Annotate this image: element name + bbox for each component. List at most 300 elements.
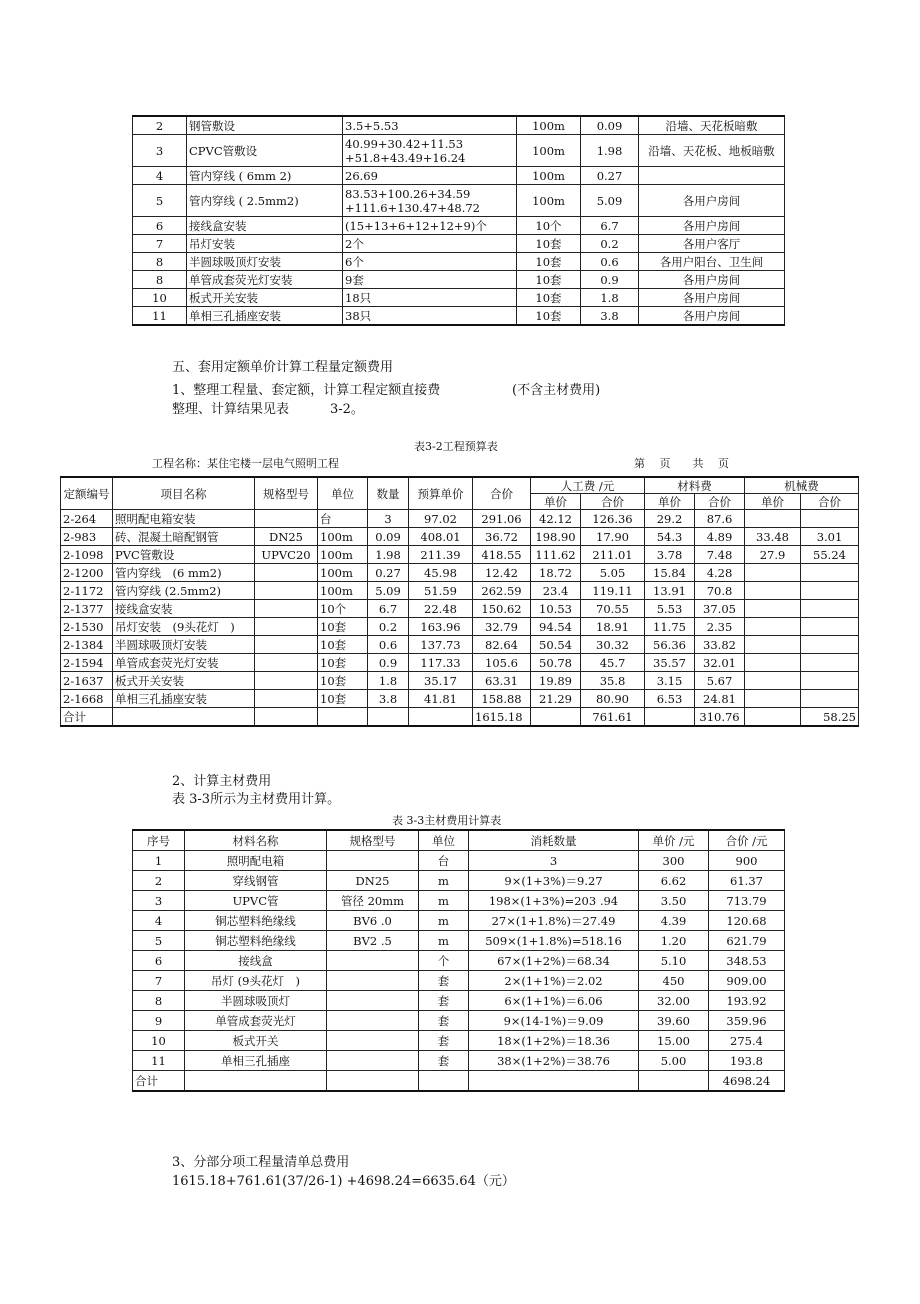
item1-note: (不含主材费用) <box>512 383 601 398</box>
unit: 100m <box>318 582 368 600</box>
quantity-formula: 38只 <box>343 307 517 326</box>
quota-code: 2-983 <box>61 528 113 546</box>
location-note: 沿墙、天花板、地板暗敷 <box>639 135 785 167</box>
material-cost-table <box>132 829 785 1092</box>
total-price: 193.92 <box>709 991 785 1011</box>
unit-price: 6.62 <box>639 871 709 891</box>
total-price: 61.37 <box>709 871 785 891</box>
total-price: 120.68 <box>709 911 785 931</box>
unit-price: 22.48 <box>409 600 473 618</box>
quantity: 1.8 <box>368 672 409 690</box>
material-total: 2.35 <box>695 618 745 636</box>
total-price: 32.79 <box>473 618 531 636</box>
total-label: 合计 <box>61 708 113 727</box>
material-total: 7.48 <box>695 546 745 564</box>
unit-price: 41.81 <box>409 690 473 708</box>
labor-price: 19.89 <box>531 672 581 690</box>
spec <box>327 1051 419 1071</box>
consumption: 6×(1+1%)＝6.06 <box>469 991 639 1011</box>
unit-price: 15.00 <box>639 1031 709 1051</box>
material-price: 6.53 <box>645 690 695 708</box>
machine-total <box>801 618 859 636</box>
machine-total <box>801 672 859 690</box>
page-label: 第 页 共 页 <box>634 457 729 470</box>
row-number: 8 <box>133 253 187 271</box>
row-number: 1 <box>133 851 185 871</box>
material-name: UPVC管 <box>185 891 327 911</box>
unit-price: 3.50 <box>639 891 709 911</box>
spec: BV6 .0 <box>327 911 419 931</box>
unit-price: 39.60 <box>639 1011 709 1031</box>
unit-price: 45.98 <box>409 564 473 582</box>
col-labor: 人工费 /元 <box>531 477 645 494</box>
quota-code: 2-1594 <box>61 654 113 672</box>
labor-total: 211.01 <box>581 546 645 564</box>
row-number: 3 <box>133 891 185 911</box>
material-name: 单管成套荧光灯 <box>185 1011 327 1031</box>
machine-price <box>745 600 801 618</box>
labor-price: 10.53 <box>531 600 581 618</box>
material-price: 15.84 <box>645 564 695 582</box>
table-row <box>61 690 859 708</box>
quota-code: 2-1200 <box>61 564 113 582</box>
machine-total: 55.24 <box>801 546 859 564</box>
labor-total: 35.8 <box>581 672 645 690</box>
unit: 套 <box>419 1051 469 1071</box>
quantity: 6.7 <box>368 600 409 618</box>
total-row <box>61 708 859 727</box>
total-price: 275.4 <box>709 1031 785 1051</box>
material-name: 照明配电箱 <box>185 851 327 871</box>
empty-cell <box>469 1071 639 1092</box>
unit: 台 <box>318 510 368 528</box>
table-row <box>61 564 859 582</box>
quantity-formula: 3.5+5.53 <box>343 116 517 135</box>
labor-price: 18.72 <box>531 564 581 582</box>
row-number: 2 <box>133 871 185 891</box>
col-consumption: 消耗数量 <box>469 830 639 851</box>
col-code: 定额编号 <box>61 477 113 510</box>
unit: 10套 <box>318 672 368 690</box>
table3-caption: 表 3-3主材费用计算表 <box>392 814 502 827</box>
row-number: 8 <box>133 991 185 1011</box>
labor-price: 42.12 <box>531 510 581 528</box>
sub-price: 单价 <box>645 494 695 510</box>
location-note: 各用户房间 <box>639 217 785 235</box>
quantity-formula: 26.69 <box>343 167 517 185</box>
consumption: 2×(1+1%)＝2.02 <box>469 971 639 991</box>
unit-price: 163.96 <box>409 618 473 636</box>
unit-price: 137.73 <box>409 636 473 654</box>
table-row <box>133 289 785 307</box>
spec <box>255 564 318 582</box>
empty-cell <box>531 708 581 727</box>
sub-total: 合价 <box>801 494 859 510</box>
table-row <box>61 600 859 618</box>
empty-cell <box>318 708 368 727</box>
row-number: 5 <box>133 185 187 217</box>
unit: 100m <box>517 167 581 185</box>
item-name: 单相三孔插座安装 <box>187 307 343 326</box>
total-price: 348.53 <box>709 951 785 971</box>
table-row <box>133 271 785 289</box>
unit: 100m <box>517 135 581 167</box>
row-number: 8 <box>133 271 187 289</box>
item-name: 吊灯安装 (9头花灯 ) <box>113 618 255 636</box>
unit-price: 408.01 <box>409 528 473 546</box>
machine-price: 27.9 <box>745 546 801 564</box>
table-row <box>133 951 785 971</box>
unit-price: 97.02 <box>409 510 473 528</box>
item-name: PVC管敷设 <box>113 546 255 564</box>
table-row <box>61 546 859 564</box>
labor-price: 198.90 <box>531 528 581 546</box>
row-number: 7 <box>133 971 185 991</box>
table-row <box>133 971 785 991</box>
unit: 10套 <box>517 271 581 289</box>
table-row <box>133 167 785 185</box>
machine-total <box>801 582 859 600</box>
col-total: 合价 <box>473 477 531 510</box>
table-row <box>133 235 785 253</box>
machine-price <box>745 672 801 690</box>
unit-price: 5.10 <box>639 951 709 971</box>
labor-total: 30.32 <box>581 636 645 654</box>
section-heading-5: 五、套用定额单价计算工程量定额费用 <box>172 360 394 375</box>
row-number: 7 <box>133 235 187 253</box>
machine-total <box>801 690 859 708</box>
section-heading-3: 3、分部分项工程量清单总费用 <box>172 1155 350 1170</box>
total-price: 63.31 <box>473 672 531 690</box>
total-price: 158.88 <box>473 690 531 708</box>
section-heading-2: 2、计算主材费用 <box>172 774 272 789</box>
spec <box>255 654 318 672</box>
item-name: 管内穿线 ( 6mm 2) <box>187 167 343 185</box>
unit: 100m <box>517 185 581 217</box>
spec <box>255 510 318 528</box>
table-row <box>61 672 859 690</box>
labor-total: 5.05 <box>581 564 645 582</box>
material-name: 接线盒 <box>185 951 327 971</box>
unit-price: 1.20 <box>639 931 709 951</box>
labor-total: 45.7 <box>581 654 645 672</box>
item-name: 吊灯安装 <box>187 235 343 253</box>
total-formula: 1615.18+761.61(37/26-1) +4698.24=6635.64（元） <box>172 1174 515 1189</box>
unit-price: 450 <box>639 971 709 991</box>
unit: 台 <box>419 851 469 871</box>
labor-price: 111.62 <box>531 546 581 564</box>
unit-price: 32.00 <box>639 991 709 1011</box>
quantity: 1.98 <box>368 546 409 564</box>
material-price: 54.3 <box>645 528 695 546</box>
location-note <box>639 167 785 185</box>
unit-price: 35.17 <box>409 672 473 690</box>
labor-total: 18.91 <box>581 618 645 636</box>
quantity: 0.09 <box>368 528 409 546</box>
machine-price <box>745 582 801 600</box>
machine-price <box>745 654 801 672</box>
empty-cell <box>639 1071 709 1092</box>
material-name: 板式开关 <box>185 1031 327 1051</box>
item-name: CPVC管敷设 <box>187 135 343 167</box>
sub-total: 合价 <box>695 494 745 510</box>
row-number: 6 <box>133 951 185 971</box>
material-name: 铜芯塑料绝缘线 <box>185 931 327 951</box>
sub-total: 合价 <box>581 494 645 510</box>
table-row <box>133 253 785 271</box>
col-name: 项目名称 <box>113 477 255 510</box>
row-number: 6 <box>133 217 187 235</box>
machine-price <box>745 690 801 708</box>
location-note: 各用户客厅 <box>639 235 785 253</box>
empty-cell <box>645 708 695 727</box>
quota-code: 2-1530 <box>61 618 113 636</box>
col-no: 序号 <box>133 830 185 851</box>
material-total: 33.82 <box>695 636 745 654</box>
quota-code: 2-1384 <box>61 636 113 654</box>
table-row <box>133 1051 785 1071</box>
col-material-name: 材料名称 <box>185 830 327 851</box>
unit: 100m <box>318 546 368 564</box>
col-material: 材料费 <box>645 477 745 494</box>
quantity-formula: 83.53+100.26+34.59 +111.6+130.47+48.72 <box>343 185 517 217</box>
material-total: 87.6 <box>695 510 745 528</box>
material-price: 3.78 <box>645 546 695 564</box>
item-name: 单管成套荧光灯安装 <box>113 654 255 672</box>
table-row <box>133 931 785 951</box>
col-spec: 规格型号 <box>327 830 419 851</box>
labor-price: 50.54 <box>531 636 581 654</box>
empty-cell <box>185 1071 327 1092</box>
col-machine: 机械费 <box>745 477 859 494</box>
unit-price: 117.33 <box>409 654 473 672</box>
table-row <box>133 851 785 871</box>
quantity-formula: 40.99+30.42+11.53 +51.8+43.49+16.24 <box>343 135 517 167</box>
material-price: 56.36 <box>645 636 695 654</box>
labor-total: 17.90 <box>581 528 645 546</box>
consumption: 67×(1+2%)＝68.34 <box>469 951 639 971</box>
machine-total <box>801 654 859 672</box>
unit: 个 <box>419 951 469 971</box>
unit: 套 <box>419 971 469 991</box>
quantity: 1.8 <box>581 289 639 307</box>
machine-total <box>801 510 859 528</box>
row-number: 11 <box>133 1051 185 1071</box>
quantity-table <box>132 115 785 326</box>
spec <box>255 600 318 618</box>
material-name: 吊灯 (9头花灯 ) <box>185 971 327 991</box>
unit: m <box>419 911 469 931</box>
item-name: 单相三孔插座安装 <box>113 690 255 708</box>
quantity-formula: (15+13+6+12+12+9)个 <box>343 217 517 235</box>
unit: m <box>419 891 469 911</box>
consumption: 18×(1+2%)＝18.36 <box>469 1031 639 1051</box>
material-price: 35.57 <box>645 654 695 672</box>
total-price: 105.6 <box>473 654 531 672</box>
total-price: 193.8 <box>709 1051 785 1071</box>
row-number: 3 <box>133 135 187 167</box>
total-price: 262.59 <box>473 582 531 600</box>
unit: 100m <box>318 528 368 546</box>
spec <box>255 690 318 708</box>
project-name: 工程名称：某住宅楼一层电气照明工程 <box>152 457 339 470</box>
total-price: 621.79 <box>709 931 785 951</box>
unit: 10套 <box>318 618 368 636</box>
material-price: 5.53 <box>645 600 695 618</box>
item-name: 板式开关安装 <box>187 289 343 307</box>
spec <box>255 582 318 600</box>
row-number: 2 <box>133 116 187 135</box>
quota-code: 2-264 <box>61 510 113 528</box>
material-name: 穿线钢管 <box>185 871 327 891</box>
col-unit: 单位 <box>419 830 469 851</box>
table-row <box>133 185 785 217</box>
col-total-price: 合价 /元 <box>709 830 785 851</box>
spec <box>255 672 318 690</box>
item-name: 管内穿线 (6 mm2) <box>113 564 255 582</box>
empty-cell <box>327 1071 419 1092</box>
table-row <box>61 618 859 636</box>
material-grand-total: 310.76 <box>695 708 745 727</box>
row-number: 9 <box>133 1011 185 1031</box>
total-price: 150.62 <box>473 600 531 618</box>
unit: 100m <box>318 564 368 582</box>
consumption: 38×(1+2%)＝38.76 <box>469 1051 639 1071</box>
spec <box>327 1031 419 1051</box>
unit: 10套 <box>318 690 368 708</box>
item-name: 单管成套荧光灯安装 <box>187 271 343 289</box>
spec: DN25 <box>327 871 419 891</box>
material-total: 24.81 <box>695 690 745 708</box>
unit-price: 51.59 <box>409 582 473 600</box>
sub-price: 单价 <box>745 494 801 510</box>
material-price: 3.15 <box>645 672 695 690</box>
labor-price: 50.78 <box>531 654 581 672</box>
table-row <box>133 871 785 891</box>
quantity: 0.2 <box>368 618 409 636</box>
unit-price: 4.39 <box>639 911 709 931</box>
machine-price: 33.48 <box>745 528 801 546</box>
item-name: 板式开关安装 <box>113 672 255 690</box>
quantity: 5.09 <box>581 185 639 217</box>
spec: UPVC20 <box>255 546 318 564</box>
labor-total: 80.90 <box>581 690 645 708</box>
col-price: 预算单价 <box>409 477 473 510</box>
table2-caption: 表3-2工程预算表 <box>414 440 498 453</box>
spec <box>327 971 419 991</box>
consumption: 9×(1+3%)＝9.27 <box>469 871 639 891</box>
quantity-formula: 2个 <box>343 235 517 253</box>
quantity: 0.6 <box>368 636 409 654</box>
quantity: 3.8 <box>581 307 639 326</box>
quota-code: 2-1172 <box>61 582 113 600</box>
spec: 管径 20mm <box>327 891 419 911</box>
item-name: 照明配电箱安装 <box>113 510 255 528</box>
item-name: 砖、混凝土暗配钢管 <box>113 528 255 546</box>
material-price: 29.2 <box>645 510 695 528</box>
unit: 10套 <box>318 654 368 672</box>
quantity-formula: 18只 <box>343 289 517 307</box>
item-name: 接线盒安装 <box>187 217 343 235</box>
total-price: 900 <box>709 851 785 871</box>
section2-desc: 表 3-3所示为主材费用计算。 <box>172 792 341 807</box>
grand-total: 1615.18 <box>473 708 531 727</box>
total-price: 82.64 <box>473 636 531 654</box>
item-name: 半圆球吸顶灯安装 <box>113 636 255 654</box>
table-row <box>61 654 859 672</box>
col-unit: 单位 <box>318 477 368 510</box>
unit-price: 300 <box>639 851 709 871</box>
material-total: 4.89 <box>695 528 745 546</box>
item-name: 接线盒安装 <box>113 600 255 618</box>
quantity-formula: 9套 <box>343 271 517 289</box>
row-number: 10 <box>133 289 187 307</box>
total-price: 713.79 <box>709 891 785 911</box>
location-note: 各用户房间 <box>639 271 785 289</box>
location-note: 各用户房间 <box>639 289 785 307</box>
machine-price <box>745 636 801 654</box>
unit: 10套 <box>517 235 581 253</box>
item-name: 钢管敷设 <box>187 116 343 135</box>
unit-price: 211.39 <box>409 546 473 564</box>
table-row <box>133 116 785 135</box>
location-note: 沿墙、天花板暗敷 <box>639 116 785 135</box>
unit: 10个 <box>517 217 581 235</box>
material-total: 70.8 <box>695 582 745 600</box>
spec <box>327 951 419 971</box>
col-unit-price: 单价 /元 <box>639 830 709 851</box>
labor-grand-total: 761.61 <box>581 708 645 727</box>
total-row <box>133 1071 785 1092</box>
consumption: 27×(1+1.8%)＝27.49 <box>469 911 639 931</box>
quota-code: 2-1637 <box>61 672 113 690</box>
consumption: 9×(14-1%)＝9.09 <box>469 1011 639 1031</box>
quantity: 5.09 <box>368 582 409 600</box>
quantity: 0.27 <box>368 564 409 582</box>
total-price: 12.42 <box>473 564 531 582</box>
spec <box>255 636 318 654</box>
quota-code: 2-1668 <box>61 690 113 708</box>
spec: BV2 .5 <box>327 931 419 951</box>
machine-grand-total: 58.25 <box>801 708 859 727</box>
spec <box>327 991 419 1011</box>
grand-total: 4698.24 <box>709 1071 785 1092</box>
spec <box>327 851 419 871</box>
table-row <box>133 307 785 326</box>
material-total: 5.67 <box>695 672 745 690</box>
empty-cell <box>255 708 318 727</box>
budget-table <box>60 476 859 727</box>
labor-price: 23.4 <box>531 582 581 600</box>
material-price: 13.91 <box>645 582 695 600</box>
quantity: 0.9 <box>368 654 409 672</box>
table-row <box>133 1031 785 1051</box>
col-qty: 数量 <box>368 477 409 510</box>
material-name: 单相三孔插座 <box>185 1051 327 1071</box>
item1-line2: 整理、计算结果见表 <box>172 402 290 417</box>
unit: 10套 <box>517 289 581 307</box>
unit-price: 5.00 <box>639 1051 709 1071</box>
total-price: 418.55 <box>473 546 531 564</box>
machine-total: 3.01 <box>801 528 859 546</box>
item1-ref: 3-2。 <box>330 402 364 417</box>
total-price: 36.72 <box>473 528 531 546</box>
unit: 100m <box>517 116 581 135</box>
labor-total: 119.11 <box>581 582 645 600</box>
total-price: 909.00 <box>709 971 785 991</box>
col-spec: 规格型号 <box>255 477 318 510</box>
row-number: 11 <box>133 307 187 326</box>
